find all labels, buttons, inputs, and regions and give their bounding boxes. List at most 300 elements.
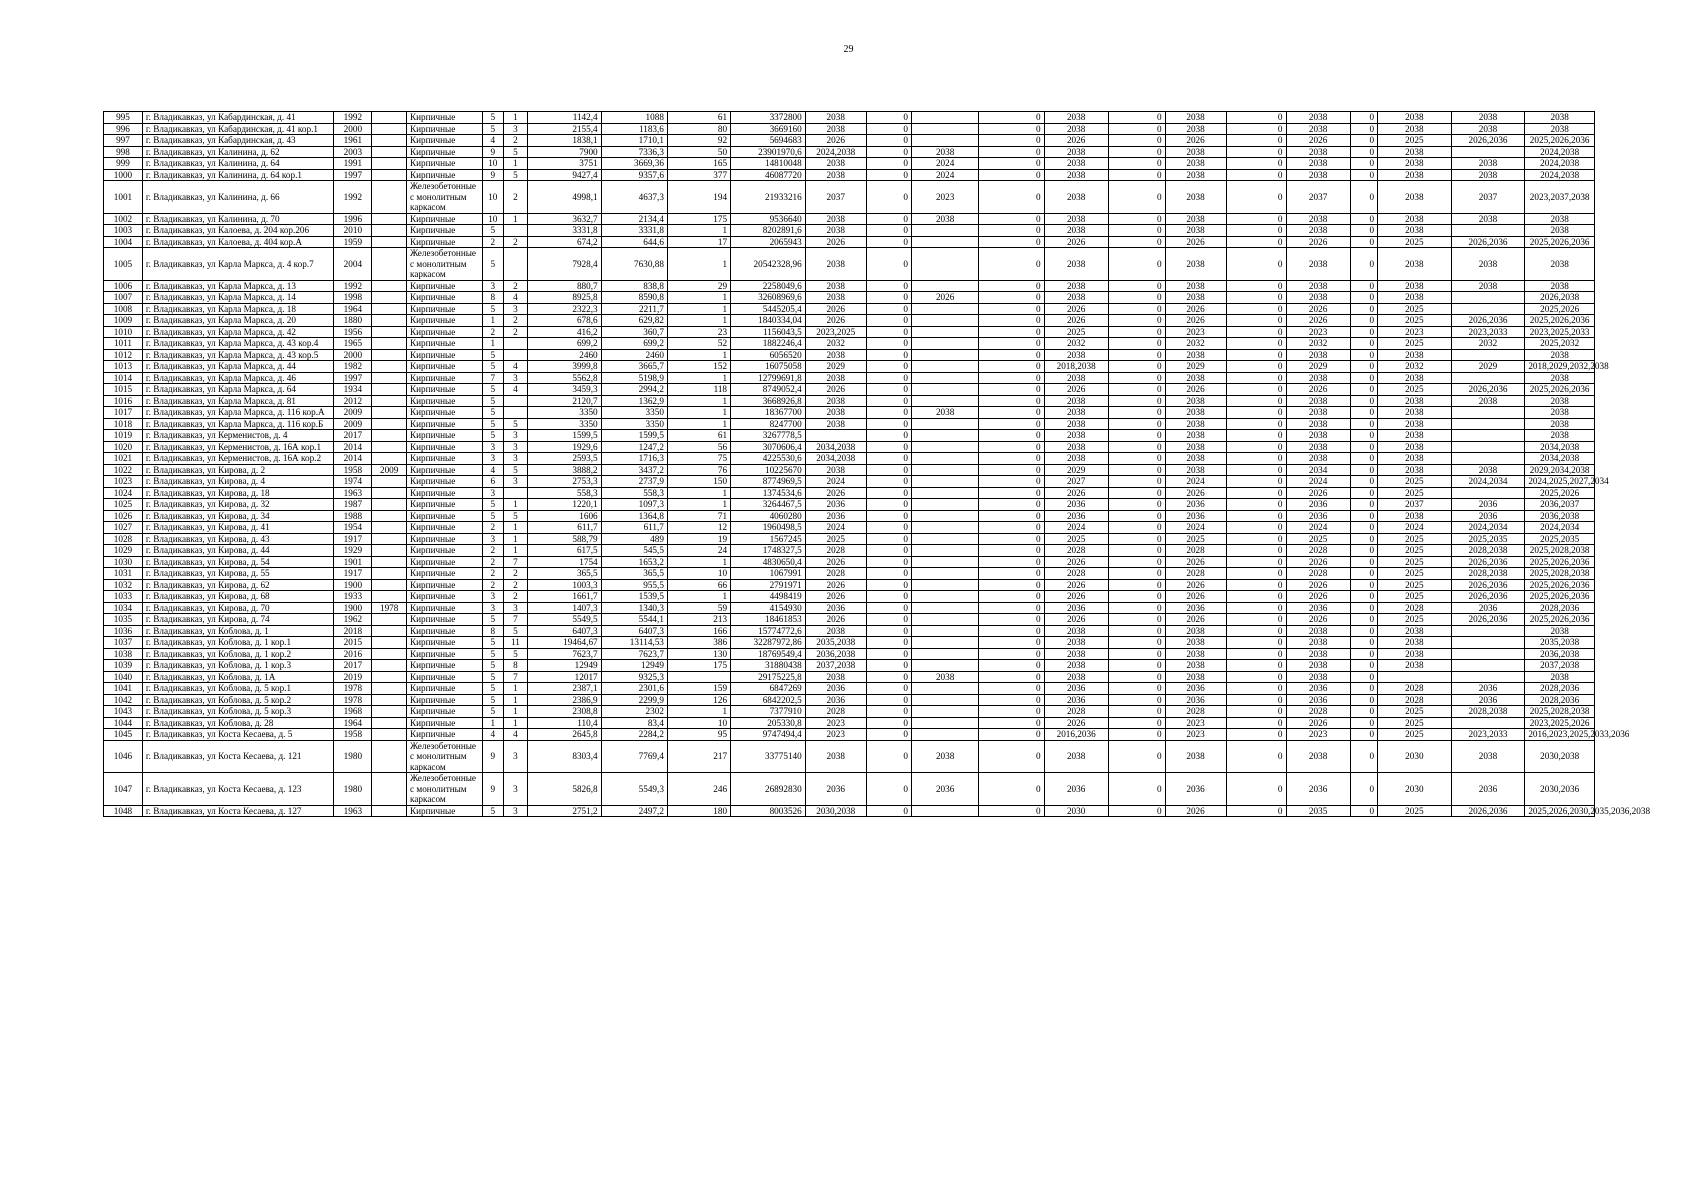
term-2-cell	[911, 372, 978, 384]
zero-4-cell: 0	[1226, 248, 1286, 281]
table-row	[104, 384, 1595, 396]
zero-1-cell: 0	[866, 579, 911, 591]
repair-cost-cell: 7377910	[731, 706, 806, 718]
living-area-cell: 1340,3	[601, 602, 667, 614]
entrances-cell: 2	[503, 181, 527, 214]
zero-1-cell: 0	[866, 135, 911, 147]
residents-cell: 1	[667, 556, 730, 568]
term-6-cell: 2038	[1378, 146, 1452, 158]
floors-cell: 5	[482, 694, 503, 706]
living-area-cell: 2134,4	[601, 213, 667, 225]
living-area-cell: 3350	[601, 407, 667, 419]
term-3-cell: 2026	[1044, 384, 1108, 396]
zero-4-cell: 0	[1226, 292, 1286, 304]
term-3-cell: 2038	[1044, 213, 1108, 225]
year-reconstruction-cell	[372, 487, 407, 499]
living-area-cell: 4637,3	[601, 181, 667, 214]
zero-1-cell: 0	[866, 407, 911, 419]
term-2-cell	[911, 441, 978, 453]
term-1-cell: 2038	[805, 169, 866, 181]
zero-3-cell: 0	[1108, 522, 1165, 534]
term-4-cell: 2038	[1165, 248, 1226, 281]
total-area-cell: 3331,8	[527, 225, 601, 237]
term-6-cell: 2028	[1378, 694, 1452, 706]
wall-material-cell: Кирпичные	[407, 671, 483, 683]
term-6-cell: 2025	[1378, 729, 1452, 741]
term-7-cell: 2038	[1451, 395, 1525, 407]
table-row	[104, 464, 1595, 476]
term-3-cell: 2026	[1044, 614, 1108, 626]
zero-1-cell: 0	[866, 729, 911, 741]
year-built-cell: 1964	[334, 303, 372, 315]
floors-cell: 2	[482, 568, 503, 580]
total-area-cell: 3350	[527, 407, 601, 419]
table-row	[104, 361, 1595, 373]
term-5-cell: 2037	[1286, 181, 1350, 214]
repair-cost-cell: 8774969,5	[731, 476, 806, 488]
zero-3-cell: 0	[1108, 805, 1165, 817]
term-5-cell: 2038	[1286, 453, 1350, 465]
repair-cost-cell: 32287972,86	[731, 637, 806, 649]
living-area-cell: 6407,3	[601, 625, 667, 637]
address-cell: г. Владикавказ, ул Карла Маркса, д. 4 кор.7	[142, 248, 334, 281]
term-3-cell: 2038	[1044, 292, 1108, 304]
living-area-cell: 1653,2	[601, 556, 667, 568]
floors-cell: 8	[482, 625, 503, 637]
term-4-cell: 2036	[1165, 694, 1226, 706]
repair-cost-cell: 4154930	[731, 602, 806, 614]
wall-material-cell: Железобетонные с монолитным каркасом	[407, 181, 483, 214]
term-combined-cell: 2024,2025,2027,2034	[1525, 476, 1595, 488]
wall-material-cell: Кирпичные	[407, 717, 483, 729]
living-area-cell: 365,5	[601, 568, 667, 580]
zero-4-cell: 0	[1226, 740, 1286, 773]
wall-material-cell: Кирпичные	[407, 112, 483, 124]
zero-3-cell: 0	[1108, 407, 1165, 419]
repair-cost-cell: 15774772,6	[731, 625, 806, 637]
term-2-cell	[911, 602, 978, 614]
term-1-cell: 2038	[805, 464, 866, 476]
living-area-cell: 13114,53	[601, 637, 667, 649]
year-built-cell: 2003	[334, 146, 372, 158]
term-3-cell: 2038	[1044, 280, 1108, 292]
living-area-cell: 644,6	[601, 236, 667, 248]
floors-cell: 5	[482, 418, 503, 430]
term-2-cell: 2026	[911, 292, 978, 304]
term-4-cell: 2038	[1165, 146, 1226, 158]
term-3-cell: 2026	[1044, 579, 1108, 591]
repair-cost-cell: 8749052,4	[731, 384, 806, 396]
zero-2-cell: 0	[979, 315, 1044, 327]
term-6-cell: 2038	[1378, 349, 1452, 361]
zero-4-cell: 0	[1226, 545, 1286, 557]
zero-1-cell: 0	[866, 453, 911, 465]
residents-cell: 130	[667, 648, 730, 660]
table-row	[104, 660, 1595, 672]
term-1-cell: 2026	[805, 487, 866, 499]
address-cell: г. Владикавказ, ул Кирова, д. 2	[142, 464, 334, 476]
term-3-cell: 2026	[1044, 135, 1108, 147]
total-area-cell: 8303,4	[527, 740, 601, 773]
address-cell: г. Владикавказ, ул Кирова, д. 70	[142, 602, 334, 614]
table-row	[104, 683, 1595, 695]
zero-2-cell: 0	[979, 135, 1044, 147]
zero-1-cell: 0	[866, 349, 911, 361]
address-cell: г. Владикавказ, ул Керменистов, д. 16А кор.1	[142, 441, 334, 453]
zero-1-cell: 0	[866, 158, 911, 170]
floors-cell: 3	[482, 602, 503, 614]
living-area-cell: 3437,2	[601, 464, 667, 476]
zero-4-cell: 0	[1226, 556, 1286, 568]
term-5-cell: 2024	[1286, 522, 1350, 534]
zero-1-cell: 0	[866, 556, 911, 568]
row-number-cell: 1004	[104, 236, 143, 248]
total-area-cell: 1929,6	[527, 441, 601, 453]
residents-cell: 66	[667, 579, 730, 591]
year-built-cell: 1997	[334, 372, 372, 384]
address-cell: г. Владикавказ, ул Кирова, д. 62	[142, 579, 334, 591]
term-3-cell: 2038	[1044, 441, 1108, 453]
zero-4-cell: 0	[1226, 499, 1286, 511]
zero-1-cell: 0	[866, 303, 911, 315]
zero-4-cell: 0	[1226, 372, 1286, 384]
zero-4-cell: 0	[1226, 706, 1286, 718]
term-1-cell: 2026	[805, 591, 866, 603]
entrances-cell: 1	[503, 112, 527, 124]
year-built-cell: 1980	[334, 740, 372, 773]
term-combined-cell: 2023,2025,2033	[1525, 326, 1595, 338]
repair-cost-cell: 18769549,4	[731, 648, 806, 660]
floors-cell: 1	[482, 315, 503, 327]
zero-3-cell: 0	[1108, 556, 1165, 568]
zero-1-cell: 0	[866, 338, 911, 350]
floors-cell: 5	[482, 510, 503, 522]
zero-3-cell: 0	[1108, 213, 1165, 225]
living-area-cell: 489	[601, 533, 667, 545]
residents-cell: 165	[667, 158, 730, 170]
row-number-cell: 1021	[104, 453, 143, 465]
entrances-cell: 8	[503, 660, 527, 672]
zero-5-cell: 0	[1350, 181, 1377, 214]
zero-2-cell: 0	[979, 248, 1044, 281]
zero-1-cell: 0	[866, 805, 911, 817]
zero-1-cell: 0	[866, 773, 911, 806]
term-2-cell	[911, 591, 978, 603]
wall-material-cell: Кирпичные	[407, 579, 483, 591]
zero-1-cell: 0	[866, 740, 911, 773]
term-4-cell: 2038	[1165, 158, 1226, 170]
total-area-cell: 4998,1	[527, 181, 601, 214]
row-number-cell: 1048	[104, 805, 143, 817]
living-area-cell: 7769,4	[601, 740, 667, 773]
floors-cell: 2	[482, 579, 503, 591]
term-5-cell: 2036	[1286, 683, 1350, 695]
term-4-cell: 2038	[1165, 372, 1226, 384]
zero-3-cell: 0	[1108, 671, 1165, 683]
living-area-cell: 2302	[601, 706, 667, 718]
term-3-cell: 2038	[1044, 112, 1108, 124]
zero-3-cell: 0	[1108, 225, 1165, 237]
term-4-cell: 2038	[1165, 213, 1226, 225]
entrances-cell: 4	[503, 361, 527, 373]
term-2-cell	[911, 579, 978, 591]
term-4-cell: 2024	[1165, 476, 1226, 488]
term-1-cell: 2036	[805, 773, 866, 806]
term-combined-cell: 2028,2036	[1525, 602, 1595, 614]
term-1-cell: 2026	[805, 614, 866, 626]
term-3-cell: 2028	[1044, 568, 1108, 580]
zero-5-cell: 0	[1350, 660, 1377, 672]
residents-cell: 213	[667, 614, 730, 626]
total-area-cell: 2645,8	[527, 729, 601, 741]
term-6-cell: 2038	[1378, 225, 1452, 237]
zero-5-cell: 0	[1350, 579, 1377, 591]
term-1-cell: 2036	[805, 683, 866, 695]
row-number-cell: 997	[104, 135, 143, 147]
floors-cell: 10	[482, 213, 503, 225]
row-number-cell: 1023	[104, 476, 143, 488]
wall-material-cell: Кирпичные	[407, 315, 483, 327]
wall-material-cell: Железобетонные с монолитным каркасом	[407, 773, 483, 806]
term-3-cell: 2038	[1044, 407, 1108, 419]
year-reconstruction-cell	[372, 556, 407, 568]
table-row	[104, 706, 1595, 718]
zero-2-cell: 0	[979, 717, 1044, 729]
term-combined-cell: 2038	[1525, 671, 1595, 683]
repair-cost-cell: 3372800	[731, 112, 806, 124]
living-area-cell: 5549,3	[601, 773, 667, 806]
term-combined-cell: 2038	[1525, 112, 1595, 124]
table-row	[104, 591, 1595, 603]
wall-material-cell: Кирпичные	[407, 384, 483, 396]
zero-3-cell: 0	[1108, 338, 1165, 350]
zero-1-cell: 0	[866, 464, 911, 476]
zero-3-cell: 0	[1108, 430, 1165, 442]
table-body	[104, 112, 1651, 817]
floors-cell: 5	[482, 637, 503, 649]
table-row	[104, 805, 1595, 817]
entrances-cell	[503, 487, 527, 499]
term-6-cell: 2025	[1378, 487, 1452, 499]
term-1-cell: 2026	[805, 236, 866, 248]
year-built-cell: 1929	[334, 545, 372, 557]
living-area-cell: 611,7	[601, 522, 667, 534]
repair-cost-cell: 1374534,6	[731, 487, 806, 499]
page-number: 29	[843, 44, 854, 55]
term-5-cell: 2036	[1286, 602, 1350, 614]
wall-material-cell: Кирпичные	[407, 614, 483, 626]
term-5-cell: 2036	[1286, 510, 1350, 522]
year-reconstruction-cell	[372, 441, 407, 453]
residents-cell: 166	[667, 625, 730, 637]
table-row	[104, 338, 1595, 350]
zero-2-cell: 0	[979, 280, 1044, 292]
zero-5-cell: 0	[1350, 614, 1377, 626]
term-2-cell	[911, 729, 978, 741]
address-cell: г. Владикавказ, ул Калинина, д. 64 кор.1	[142, 169, 334, 181]
term-7-cell	[1451, 717, 1525, 729]
wall-material-cell: Кирпичные	[407, 441, 483, 453]
repair-cost-cell: 1067991	[731, 568, 806, 580]
term-2-cell	[911, 361, 978, 373]
row-number-cell: 1005	[104, 248, 143, 281]
zero-1-cell: 0	[866, 384, 911, 396]
table-row	[104, 614, 1595, 626]
zero-4-cell: 0	[1226, 407, 1286, 419]
term-1-cell: 2026	[805, 384, 866, 396]
zero-5-cell: 0	[1350, 453, 1377, 465]
address-cell: г. Владикавказ, ул Карла Маркса, д. 46	[142, 372, 334, 384]
address-cell: г. Владикавказ, ул Коста Кесаева, д. 121	[142, 740, 334, 773]
term-5-cell: 2023	[1286, 326, 1350, 338]
zero-4-cell: 0	[1226, 169, 1286, 181]
year-built-cell: 2000	[334, 123, 372, 135]
year-built-cell: 1954	[334, 522, 372, 534]
wall-material-cell: Кирпичные	[407, 280, 483, 292]
term-7-cell	[1451, 418, 1525, 430]
zero-3-cell: 0	[1108, 602, 1165, 614]
residents-cell	[667, 671, 730, 683]
term-4-cell: 2026	[1165, 384, 1226, 396]
term-3-cell: 2038	[1044, 169, 1108, 181]
year-reconstruction-cell	[372, 499, 407, 511]
year-reconstruction-cell	[372, 773, 407, 806]
term-6-cell	[1378, 671, 1452, 683]
total-area-cell: 1003,3	[527, 579, 601, 591]
term-1-cell: 2026	[805, 556, 866, 568]
zero-5-cell: 0	[1350, 694, 1377, 706]
zero-4-cell: 0	[1226, 441, 1286, 453]
repair-cost-cell: 16075058	[731, 361, 806, 373]
zero-2-cell: 0	[979, 112, 1044, 124]
term-2-cell	[911, 225, 978, 237]
year-reconstruction-cell	[372, 510, 407, 522]
zero-1-cell: 0	[866, 717, 911, 729]
floors-cell: 1	[482, 717, 503, 729]
term-7-cell: 2037	[1451, 181, 1525, 214]
zero-4-cell: 0	[1226, 602, 1286, 614]
zero-5-cell: 0	[1350, 591, 1377, 603]
term-7-cell	[1451, 671, 1525, 683]
term-5-cell: 2023	[1286, 729, 1350, 741]
zero-1-cell: 0	[866, 418, 911, 430]
residents-cell: 95	[667, 729, 730, 741]
floors-cell: 5	[482, 112, 503, 124]
term-7-cell: 2026,2036	[1451, 556, 1525, 568]
wall-material-cell: Кирпичные	[407, 213, 483, 225]
wall-material-cell: Кирпичные	[407, 407, 483, 419]
term-5-cell: 2029	[1286, 361, 1350, 373]
total-area-cell: 2120,7	[527, 395, 601, 407]
zero-2-cell: 0	[979, 395, 1044, 407]
zero-3-cell: 0	[1108, 453, 1165, 465]
table-row	[104, 372, 1595, 384]
zero-4-cell: 0	[1226, 430, 1286, 442]
entrances-cell: 2	[503, 315, 527, 327]
floors-cell: 5	[482, 123, 503, 135]
floors-cell: 4	[482, 729, 503, 741]
table-row	[104, 522, 1595, 534]
term-2-cell	[911, 326, 978, 338]
year-built-cell: 1901	[334, 556, 372, 568]
term-1-cell: 2034,2038	[805, 441, 866, 453]
total-area-cell: 2753,3	[527, 476, 601, 488]
living-area-cell: 3331,8	[601, 225, 667, 237]
zero-3-cell: 0	[1108, 568, 1165, 580]
term-5-cell: 2038	[1286, 349, 1350, 361]
term-2-cell	[911, 706, 978, 718]
zero-5-cell: 0	[1350, 717, 1377, 729]
row-number-cell: 1027	[104, 522, 143, 534]
term-combined-cell: 2025,2026	[1525, 487, 1595, 499]
term-7-cell	[1451, 407, 1525, 419]
term-5-cell: 2038	[1286, 671, 1350, 683]
year-built-cell: 2017	[334, 660, 372, 672]
zero-5-cell: 0	[1350, 372, 1377, 384]
term-2-cell	[911, 395, 978, 407]
term-combined-cell: 2037,2038	[1525, 660, 1595, 672]
entrances-cell: 3	[503, 123, 527, 135]
zero-3-cell: 0	[1108, 729, 1165, 741]
year-built-cell: 1980	[334, 773, 372, 806]
term-1-cell: 2036,2038	[805, 648, 866, 660]
year-built-cell: 2012	[334, 395, 372, 407]
year-reconstruction-cell	[372, 236, 407, 248]
term-7-cell: 2036	[1451, 773, 1525, 806]
zero-1-cell: 0	[866, 225, 911, 237]
residents-cell: 76	[667, 464, 730, 476]
living-area-cell: 1364,8	[601, 510, 667, 522]
zero-3-cell: 0	[1108, 158, 1165, 170]
year-built-cell: 1963	[334, 805, 372, 817]
year-built-cell: 2009	[334, 418, 372, 430]
total-area-cell: 416,2	[527, 326, 601, 338]
entrances-cell	[503, 407, 527, 419]
entrances-cell: 1	[503, 706, 527, 718]
address-cell: г. Владикавказ, ул Коблова, д. 1	[142, 625, 334, 637]
table-row	[104, 158, 1595, 170]
term-2-cell	[911, 499, 978, 511]
zero-5-cell: 0	[1350, 361, 1377, 373]
living-area-cell: 838,8	[601, 280, 667, 292]
wall-material-cell: Кирпичные	[407, 648, 483, 660]
zero-1-cell: 0	[866, 545, 911, 557]
table-row	[104, 236, 1595, 248]
zero-2-cell: 0	[979, 407, 1044, 419]
zero-1-cell: 0	[866, 683, 911, 695]
term-combined-cell: 2030,2036	[1525, 773, 1595, 806]
zero-2-cell: 0	[979, 637, 1044, 649]
year-reconstruction-cell: 1978	[372, 602, 407, 614]
wall-material-cell: Кирпичные	[407, 430, 483, 442]
term-1-cell: 2038	[805, 671, 866, 683]
row-number-cell: 1034	[104, 602, 143, 614]
floors-cell: 3	[482, 533, 503, 545]
zero-4-cell: 0	[1226, 660, 1286, 672]
term-3-cell: 2038	[1044, 453, 1108, 465]
address-cell: г. Владикавказ, ул Коблова, д. 28	[142, 717, 334, 729]
term-5-cell: 2038	[1286, 158, 1350, 170]
term-5-cell: 2038	[1286, 418, 1350, 430]
term-7-cell: 2038	[1451, 213, 1525, 225]
entrances-cell: 5	[503, 510, 527, 522]
term-5-cell: 2035	[1286, 805, 1350, 817]
zero-4-cell: 0	[1226, 280, 1286, 292]
wall-material-cell: Кирпичные	[407, 683, 483, 695]
term-7-cell: 2038	[1451, 112, 1525, 124]
year-reconstruction-cell	[372, 181, 407, 214]
year-built-cell: 2018	[334, 625, 372, 637]
